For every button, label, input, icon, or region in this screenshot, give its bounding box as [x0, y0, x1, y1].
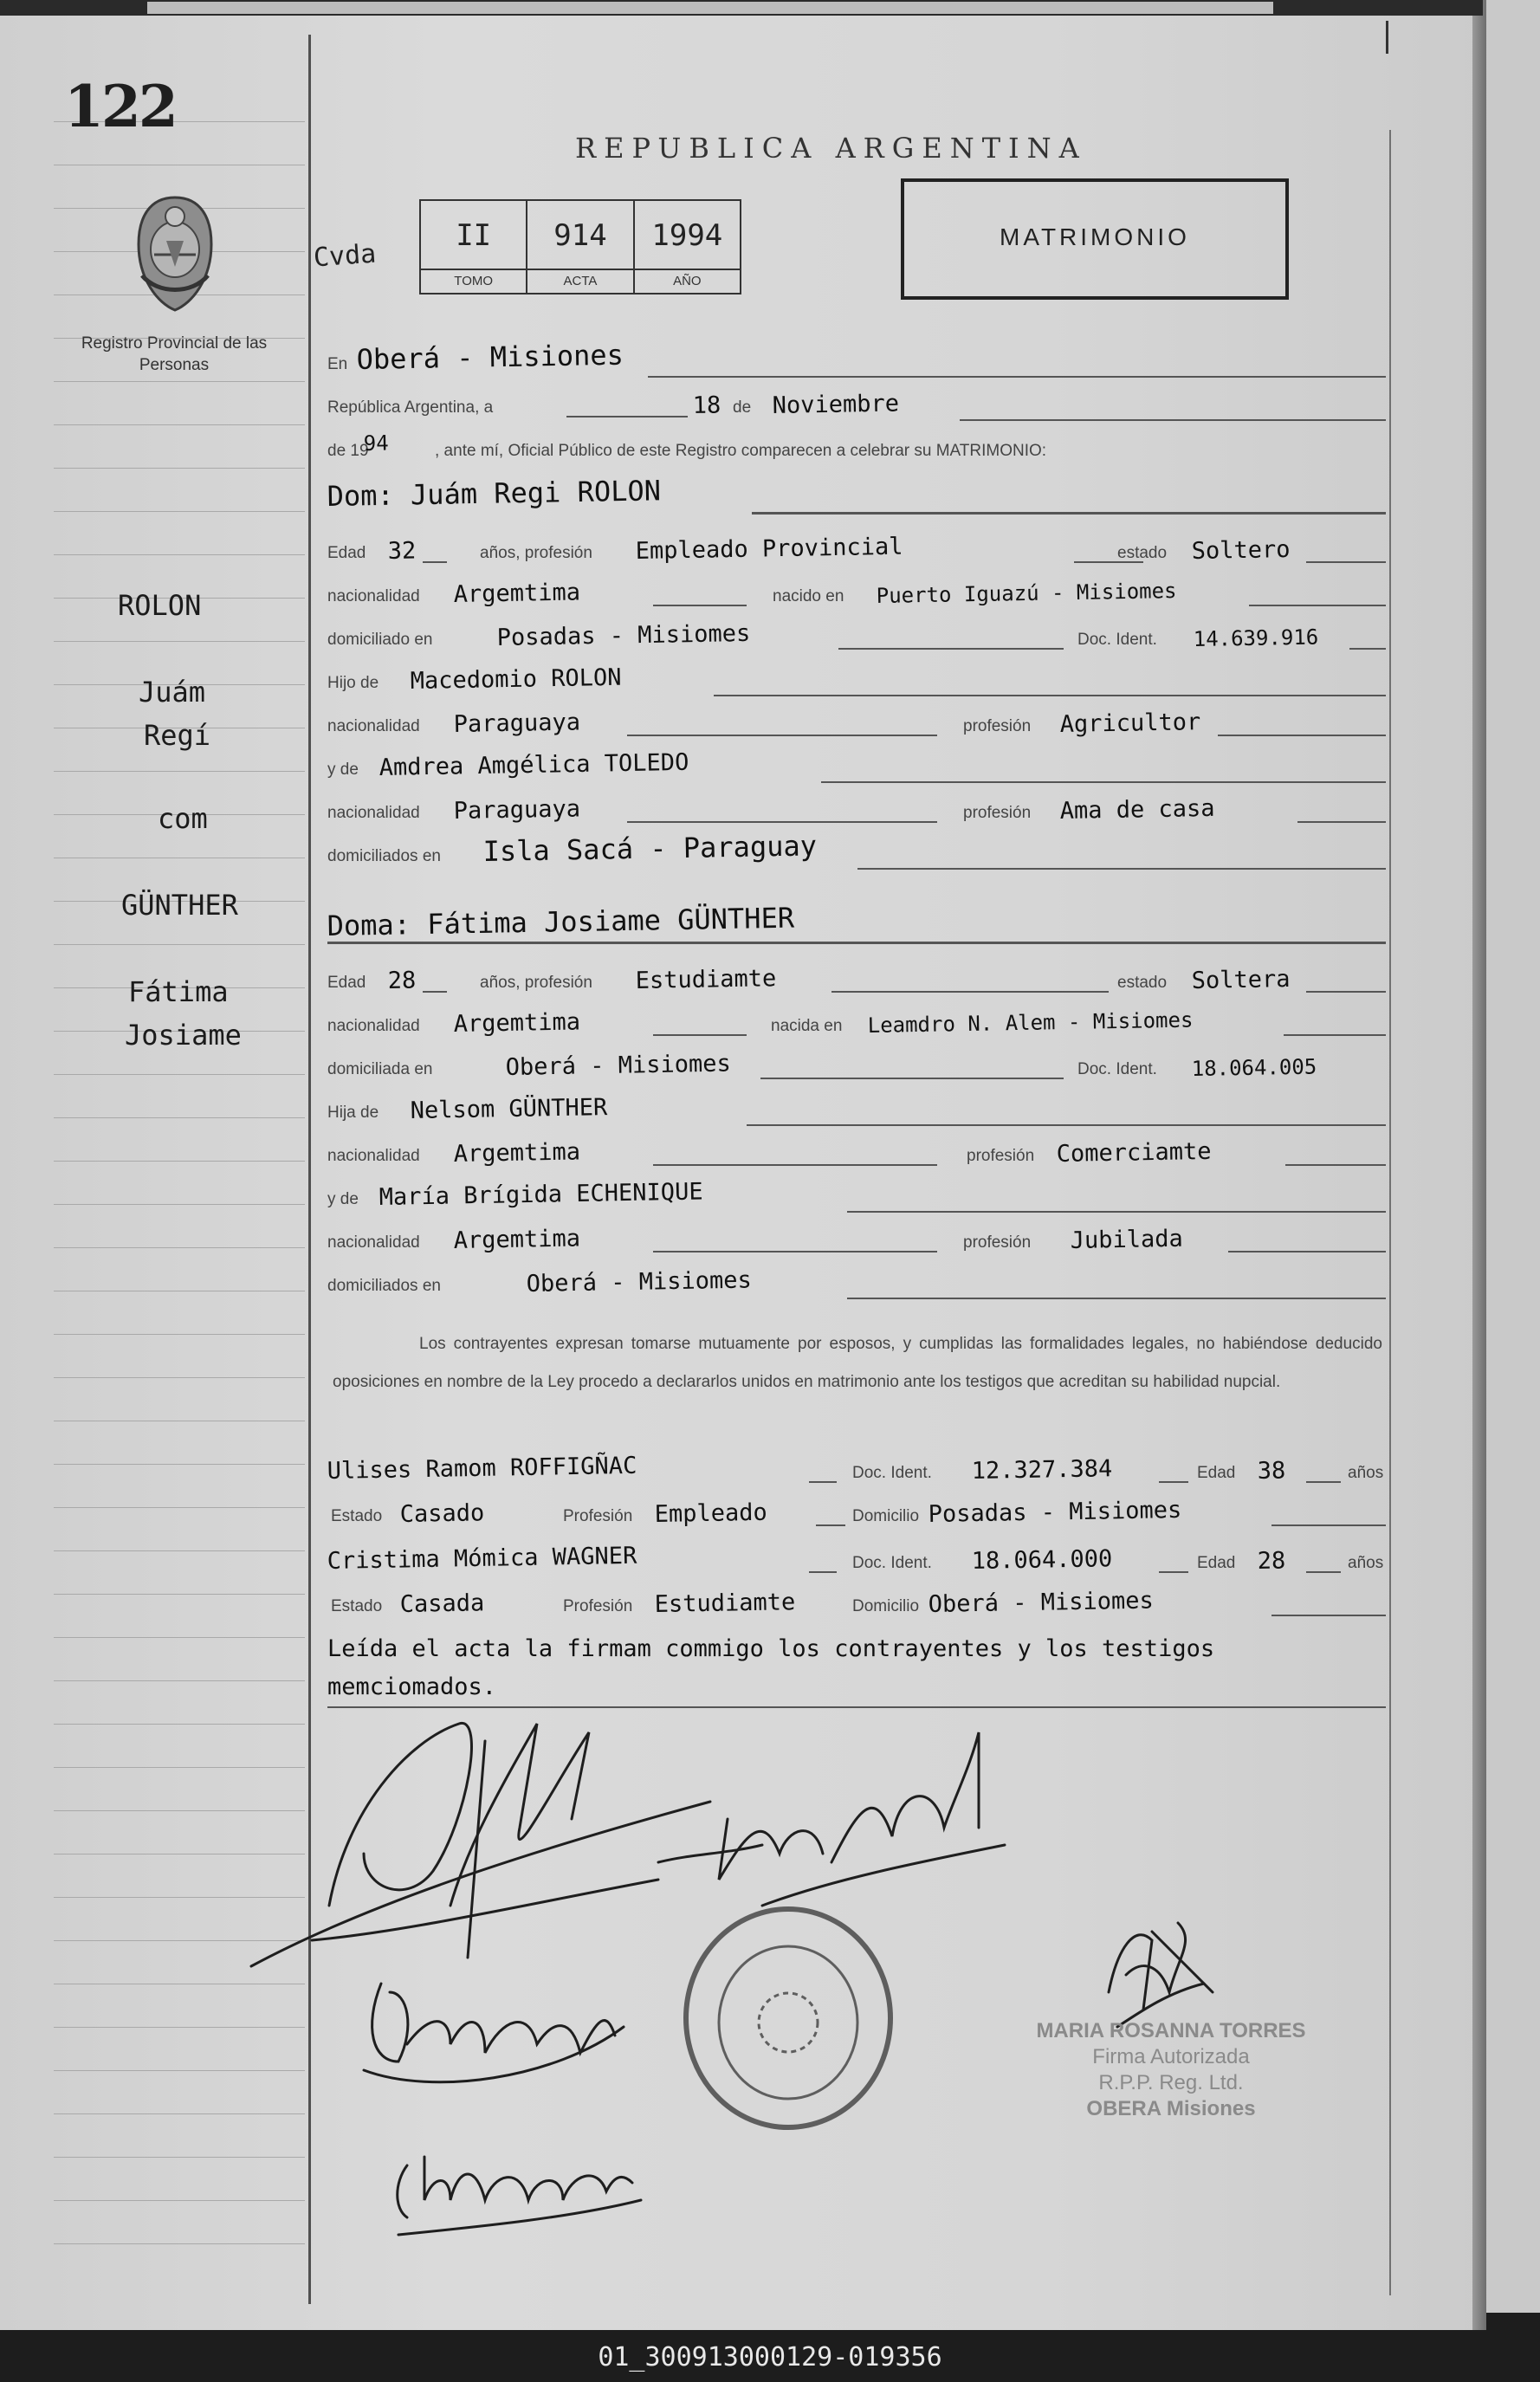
- margin-ruled-line: [54, 381, 305, 382]
- closing-note-row: [327, 1630, 1386, 1708]
- margin-ruled-line: [54, 424, 305, 425]
- official-stamp-line: MARIA ROSANNA TORRES: [1036, 2019, 1306, 2042]
- witness2-row: [327, 1538, 1386, 1576]
- groom-mother-nationality: Paraguaya: [453, 795, 581, 825]
- bride-domicile-row: [327, 1048, 1386, 1083]
- margin-ruled-line: [54, 2027, 305, 2028]
- margin-ruled-line: [54, 554, 305, 555]
- registration-box: [419, 199, 741, 295]
- margin-name-bride-second: Josiame: [125, 1019, 242, 1052]
- bride-parents-domicile-row: [327, 1265, 1386, 1299]
- bride-father-nationality: Argemtima: [453, 1138, 581, 1168]
- profesion-label: profesión: [963, 1233, 1032, 1252]
- hija-de-label: Hija de: [327, 1104, 379, 1122]
- domiciliado-en-label: domiciliado en: [327, 631, 433, 649]
- groom-mother-row: [327, 748, 1386, 783]
- official-stamp-text: [1024, 2018, 1318, 2122]
- groom-domicile-row: [327, 618, 1386, 653]
- groom-status: Soltero: [1191, 536, 1291, 565]
- estado-label: Estado: [331, 1507, 383, 1525]
- edad-label: Edad: [1197, 1554, 1236, 1572]
- groom-name: Dom: Juám Regi ROLON: [327, 474, 662, 513]
- profesion-label: Profesión: [563, 1597, 633, 1615]
- annotation-cvda: Cvda: [312, 238, 378, 274]
- margin-ruled-line: [54, 1117, 305, 1118]
- date-row: [327, 386, 1386, 421]
- edad-label: Edad: [1197, 1464, 1236, 1482]
- ano-value: 1994: [651, 218, 723, 253]
- margin-ruled-line: [54, 1247, 305, 1248]
- bride-nationality-row: [327, 1005, 1386, 1039]
- registry-label: Registro Provincial de las Personas: [81, 334, 268, 374]
- republica-label: República Argentina, a: [327, 398, 494, 417]
- estado-label: estado: [1117, 544, 1168, 562]
- margin-ruled-line: [54, 2070, 305, 2071]
- y-de-label: y de: [327, 1190, 359, 1208]
- tomo-cell: [421, 201, 527, 293]
- groom-father-nat-row: [327, 705, 1386, 740]
- margin-divider-line: [308, 35, 311, 2304]
- bride-nationality: Argemtima: [453, 1008, 581, 1038]
- margin-name-surname-groom: ROLON: [118, 589, 202, 622]
- bride-age-row: [327, 961, 1386, 996]
- bride-status: Soltera: [1191, 966, 1291, 994]
- witness1-profession: Empleado: [654, 1498, 768, 1528]
- margin-ruled-line: [54, 944, 305, 945]
- margin-ruled-line: [54, 641, 305, 642]
- margin-ruled-line: [54, 1680, 305, 1681]
- acta-value: 914: [553, 218, 607, 253]
- doc-ident-label: Doc. Ident.: [1077, 1060, 1157, 1078]
- groom-age: 32: [387, 537, 417, 565]
- anos-profesion-label: años, profesión: [480, 544, 592, 562]
- bride-age: 28: [387, 967, 417, 994]
- witness2-name: Cristima Mómica WAGNER: [327, 1542, 637, 1575]
- bride-mother-profession: Jubilada: [1070, 1225, 1184, 1254]
- witness2-status: Casada: [399, 1589, 485, 1618]
- bride-document: 18.064.005: [1191, 1054, 1317, 1081]
- groom-mother: Amdrea Amgélica TOLEDO: [379, 748, 689, 781]
- page-number: 122: [64, 73, 176, 140]
- groom-father-profession: Agricultor: [1059, 709, 1201, 738]
- witness1-document: 12.327.384: [971, 1455, 1113, 1485]
- en-label: En: [327, 355, 348, 373]
- domicilio-label: Domicilio: [852, 1597, 920, 1615]
- witness1-age: 38: [1257, 1457, 1286, 1485]
- hijo-de-label: Hijo de: [327, 674, 379, 692]
- acta-caption: ACTA: [527, 269, 632, 293]
- margin-ruled-line: [54, 1637, 305, 1638]
- margin-ruled-line: [54, 1897, 305, 1898]
- margin-ruled-line: [54, 1377, 305, 1378]
- acta-cell: [527, 201, 634, 293]
- statement-text: , ante mí, Oficial Público de este Registro comparecen a celebrar su MATRIMONIO:: [435, 442, 1047, 460]
- witness2-profession: Estudiamte: [654, 1589, 796, 1618]
- bride-name: Doma: Fátima Josiame GÜNTHER: [327, 901, 795, 942]
- bride-birthplace: Leamdro N. Alem - Misiomes: [867, 1007, 1194, 1038]
- bride-domicile: Oberá - Misiomes: [505, 1050, 732, 1081]
- nacido-en-label: nacido en: [773, 587, 844, 605]
- nacionalidad-label: nacionalidad: [327, 804, 420, 822]
- estado-label: Estado: [331, 1597, 383, 1615]
- place-value: Oberá - Misiones: [356, 338, 624, 376]
- groom-domicile: Posadas - Misiomes: [496, 619, 751, 651]
- witness1-details-row: [327, 1495, 1386, 1530]
- groom-profession: Empleado Provincial: [635, 533, 903, 565]
- book-spine: [1472, 0, 1486, 2330]
- groom-mother-profession: Ama de casa: [1059, 794, 1215, 825]
- y-de-label: y de: [327, 761, 359, 779]
- witness1-row: [327, 1448, 1386, 1486]
- domiciliada-en-label: domiciliada en: [327, 1060, 433, 1078]
- coat-of-arms-icon: [123, 192, 227, 315]
- margin-ruled-line: [54, 2200, 305, 2201]
- tick-mark: [1386, 21, 1388, 54]
- margin-ruled-line: [54, 1204, 305, 1205]
- bride-mother-nationality: Argemtima: [453, 1225, 581, 1254]
- anos-label: años: [1348, 1464, 1384, 1482]
- bride-mother: María Brígida ECHENIQUE: [379, 1178, 703, 1211]
- witness2-details-row: [327, 1585, 1386, 1620]
- margin-ruled-line: [54, 468, 305, 469]
- official-stamp-line: R.P.P. Reg. Ltd.: [1098, 2071, 1244, 2094]
- margin-name-groom-second: Regí: [144, 719, 211, 752]
- groom-age-row: [327, 532, 1386, 566]
- margin-ruled-lines: [54, 121, 314, 2287]
- country-heading: REPUBLICA ARGENTINA: [575, 132, 1087, 165]
- witness1-domicile: Posadas - Misiomes: [928, 1496, 1182, 1528]
- nacionalidad-label: nacionalidad: [327, 717, 420, 735]
- edad-label: Edad: [327, 974, 366, 992]
- anos-label: años: [1348, 1554, 1384, 1572]
- month-value: Noviembre: [772, 390, 900, 419]
- ano-cell: [635, 201, 740, 293]
- nacionalidad-label: nacionalidad: [327, 1147, 420, 1165]
- margin-ruled-line: [54, 1334, 305, 1335]
- margin-ruled-line: [54, 1464, 305, 1465]
- bride-parents-domicile: Oberá - Misiomes: [526, 1266, 753, 1298]
- official-stamp-line: Firma Autorizada: [1092, 2045, 1250, 2068]
- margin-ruled-line: [54, 2113, 305, 2114]
- ano-caption: AÑO: [635, 269, 740, 293]
- profesion-label: profesión: [963, 804, 1032, 822]
- margin-ruled-line: [54, 1940, 305, 1941]
- statement-row: [327, 430, 1386, 464]
- margin-name-surname-bride: GÜNTHER: [121, 889, 238, 922]
- nacionalidad-label: nacionalidad: [327, 1233, 420, 1252]
- witness2-document: 18.064.000: [971, 1545, 1113, 1575]
- bride-mother-nat-row: [327, 1221, 1386, 1256]
- groom-nationality: Argemtima: [453, 579, 581, 608]
- margin-ruled-line: [54, 1810, 305, 1811]
- tomo-value: II: [456, 218, 492, 253]
- nacionalidad-label: nacionalidad: [327, 1017, 420, 1035]
- margin-ruled-line: [54, 1074, 305, 1075]
- right-margin-line: [1389, 130, 1391, 2295]
- margin-ruled-line: [54, 2157, 305, 2158]
- margin-ruled-line: [54, 1507, 305, 1508]
- doc-ident-label: Doc. Ident.: [1077, 631, 1157, 649]
- doc-ident-label: Doc. Ident.: [852, 1464, 932, 1482]
- witness1-status: Casado: [399, 1499, 485, 1528]
- groom-name-row: [327, 476, 1386, 515]
- groom-nationality-row: [327, 575, 1386, 610]
- doc-ident-label: Doc. Ident.: [852, 1554, 932, 1572]
- margin-ruled-line: [54, 2243, 305, 2244]
- groom-father-nationality: Paraguaya: [453, 709, 581, 738]
- groom-document: 14.639.916: [1193, 625, 1319, 651]
- closing-note: Leída el acta la firmam commigo los contrayentes y los testigos memciomados.: [327, 1635, 1215, 1700]
- top-edge: [0, 0, 1483, 16]
- margin-ruled-line: [54, 1724, 305, 1725]
- bride-father-profession: Comerciamte: [1056, 1137, 1212, 1168]
- next-page-edge: [1486, 0, 1540, 2313]
- bride-father-row: [327, 1091, 1386, 1126]
- margin-ruled-line: [54, 1767, 305, 1768]
- margin-ruled-line: [54, 1594, 305, 1595]
- witness1-name: Ulises Ramom ROFFIGÑAC: [327, 1452, 637, 1485]
- act-type-box: [901, 178, 1289, 300]
- groom-father-row: [327, 662, 1386, 696]
- domiciliados-en-label: domiciliados en: [327, 847, 441, 865]
- groom-birthplace: Puerto Iguazú - Misiomes: [876, 578, 1177, 608]
- domiciliados-en-label: domiciliados en: [327, 1277, 441, 1295]
- bride-father: Nelsom GÜNTHER: [410, 1094, 608, 1124]
- edad-label: Edad: [327, 544, 366, 562]
- year-prefix: de 19: [327, 442, 369, 460]
- profesion-label: profesión: [967, 1147, 1035, 1165]
- margin-name-bride-first: Fátima: [128, 975, 229, 1008]
- groom-father: Macedomio ROLON: [410, 663, 622, 695]
- bride-mother-row: [327, 1178, 1386, 1213]
- groom-parents-domicile-row: [327, 829, 1386, 870]
- declaration-paragraph: [333, 1325, 1382, 1401]
- groom-parents-domicile: Isla Sacá - Paraguay: [482, 829, 818, 868]
- margin-ruled-line: [54, 1161, 305, 1162]
- domicilio-label: Domicilio: [852, 1507, 920, 1525]
- de-label: de: [733, 398, 752, 417]
- act-type-label: MATRIMONIO: [1000, 223, 1190, 250]
- margin-name-groom-first: Juám: [139, 676, 206, 709]
- margin-ruled-line: [54, 1550, 305, 1551]
- witness2-domicile: Oberá - Misiomes: [928, 1587, 1155, 1618]
- bride-name-row: [327, 901, 1386, 944]
- declaration-text: Los contrayentes expresan tomarse mutuamente por esposos, y cumplidas las formalidades legales, no habiéndose deducido oposiciones en nombre de la Ley procedo a declararlos unidos en matrimonio ante los testigos que acreditan su habilidad nupcial.: [333, 1335, 1382, 1391]
- official-stamp-line: OBERA Misiones: [1086, 2097, 1256, 2120]
- profesion-label: Profesión: [563, 1507, 633, 1525]
- witness2-age: 28: [1257, 1547, 1286, 1575]
- year-suffix: 94: [363, 430, 389, 456]
- anos-profesion-label: años, profesión: [480, 974, 592, 992]
- scan-id-footer: 01_300913000129-019356: [598, 2342, 942, 2372]
- groom-mother-nat-row: [327, 792, 1386, 826]
- nacionalidad-label: nacionalidad: [327, 587, 420, 605]
- day-value: 18: [692, 392, 721, 419]
- bride-father-nat-row: [327, 1135, 1386, 1169]
- profesion-label: profesión: [963, 717, 1032, 735]
- estado-label: estado: [1117, 974, 1168, 992]
- margin-ruled-line: [54, 771, 305, 772]
- margin-ruled-line: [54, 511, 305, 512]
- margin-name-connector: com: [158, 802, 208, 835]
- place-row: [327, 338, 1386, 378]
- nacida-en-label: nacida en: [771, 1017, 843, 1035]
- tomo-caption: TOMO: [421, 269, 526, 293]
- bride-profession: Estudiamte: [635, 965, 777, 994]
